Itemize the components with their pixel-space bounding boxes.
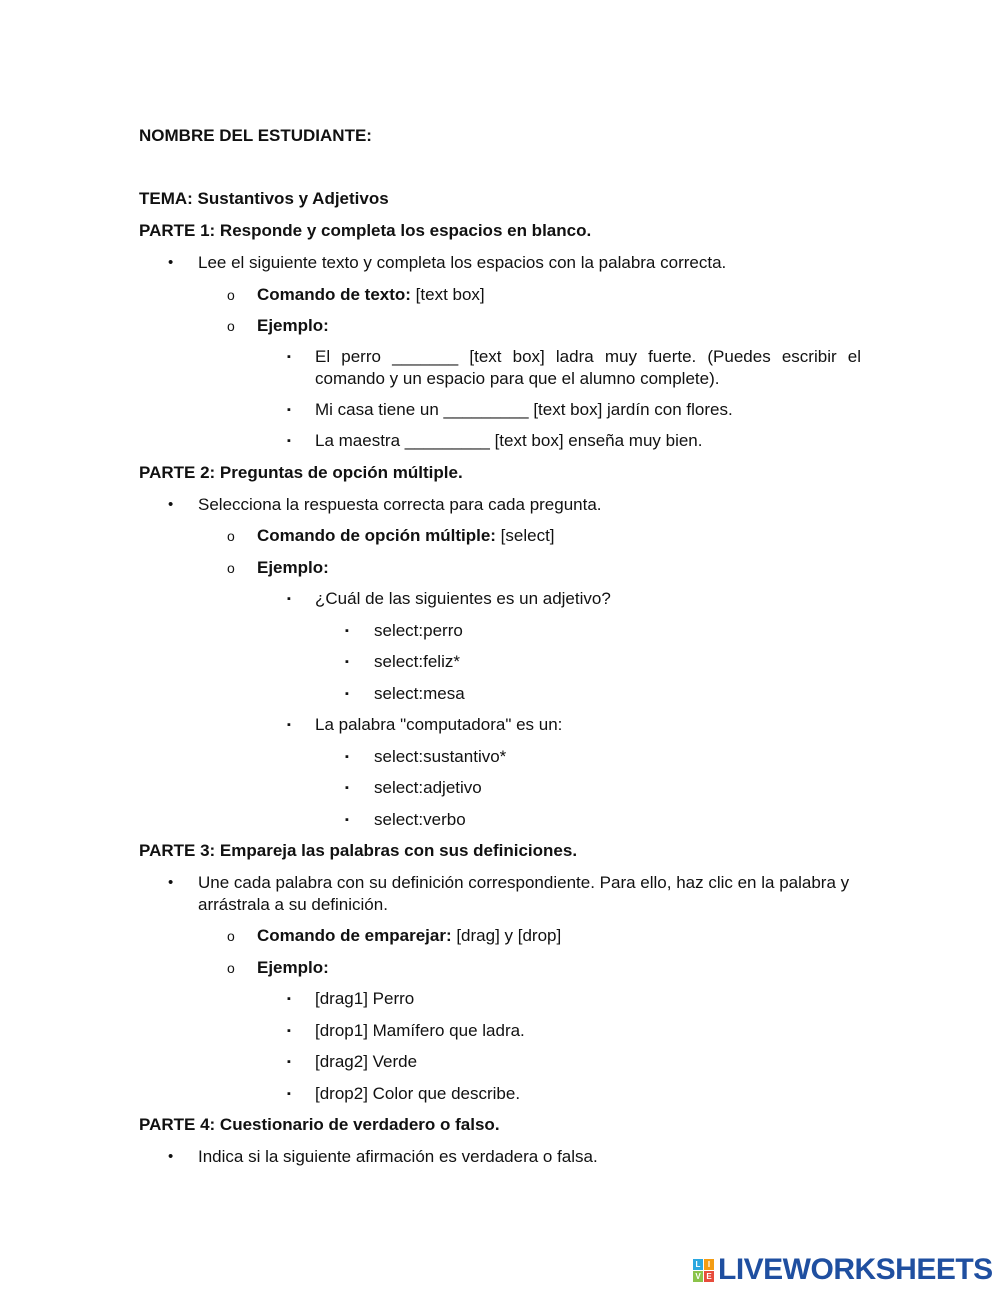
part1-example-label: Ejemplo:: [257, 316, 329, 335]
square-marker: ▪: [287, 993, 291, 1005]
bullet-marker: •: [168, 1148, 174, 1165]
square-marker: ▪: [287, 1025, 291, 1037]
logo-tile: E: [704, 1271, 714, 1282]
part1-command-label: Comando de texto:: [257, 285, 411, 304]
part3-example-2: [drop1] Mamífero que ladra.: [315, 1021, 525, 1040]
part3-command-value: [drag] y [drop]: [451, 926, 562, 945]
part2-q2-option-3: select:verbo: [374, 810, 466, 829]
part3-instruction: Une cada palabra con su definición correspondiente. Para ello, haz clic en la palabra y arrástrala a su definición.: [198, 873, 850, 914]
student-name-label: NOMBRE DEL ESTUDIANTE:: [139, 126, 372, 145]
part2-q2-option-2: select:adjetivo: [374, 778, 482, 797]
square-marker: ▪: [287, 404, 291, 416]
part1-command-value: [text box]: [410, 285, 485, 304]
square-marker: ▪: [345, 688, 349, 700]
square-marker: ▪: [345, 625, 349, 637]
logo-tiles-icon: [693, 1259, 714, 1282]
logo-text: LIVEWORKSHEETS: [718, 1253, 993, 1286]
part2-q1-option-3: select:mesa: [374, 684, 465, 703]
part1-example-3: La maestra _________ [text box] enseña muy bien.: [315, 431, 703, 450]
part3-example-3: [drag2] Verde: [315, 1052, 418, 1071]
square-marker: ▪: [287, 351, 291, 363]
circle-marker: o: [227, 528, 235, 544]
liveworksheets-logo[interactable]: [693, 1254, 993, 1286]
circle-marker: o: [227, 560, 235, 576]
part2-q2-option-1: select:sustantivo*: [374, 747, 507, 766]
part2-q1-option-2: select:feliz*: [374, 652, 460, 671]
part3-command: [257, 926, 561, 946]
part2-command-value: [select]: [495, 526, 555, 545]
part2-heading: PARTE 2: Preguntas de opción múltiple.: [139, 463, 463, 482]
logo-tile: L: [693, 1259, 703, 1270]
part1-example-2: Mi casa tiene un _________ [text box] jardín con flores.: [315, 400, 733, 419]
part2-q1-option-1: select:perro: [374, 621, 463, 640]
part2-example-label: Ejemplo:: [257, 558, 329, 577]
part2-question-1: ¿Cuál de las siguientes es un adjetivo?: [315, 589, 611, 608]
square-marker: ▪: [345, 814, 349, 826]
part2-instruction: Selecciona la respuesta correcta para cada pregunta.: [198, 495, 602, 514]
part3-heading: PARTE 3: Empareja las palabras con sus definiciones.: [139, 841, 578, 860]
circle-marker: o: [227, 318, 235, 334]
topic-title: TEMA: Sustantivos y Adjetivos: [139, 189, 389, 208]
part2-command: [257, 526, 555, 546]
part1-instruction: Lee el siguiente texto y completa los espacios con la palabra correcta.: [198, 253, 727, 272]
square-marker: ▪: [287, 593, 291, 605]
part4-heading: PARTE 4: Cuestionario de verdadero o falso.: [139, 1115, 500, 1134]
part1-heading: PARTE 1: Responde y completa los espacios en blanco.: [139, 221, 592, 240]
part1-command: [257, 285, 485, 305]
part3-example-4: [drop2] Color que describe.: [315, 1084, 521, 1103]
bullet-marker: •: [168, 874, 174, 891]
part1-example-1: El perro _______ [text box] ladra muy fuerte. (Puedes escribir el comando y un espacio para que el alumno complete).: [315, 347, 861, 388]
square-marker: ▪: [345, 782, 349, 794]
part2-question-2: La palabra "computadora" es un:: [315, 715, 563, 734]
square-marker: ▪: [287, 435, 291, 447]
part3-example-label: Ejemplo:: [257, 958, 329, 977]
part4-instruction: Indica si la siguiente afirmación es verdadera o falsa.: [198, 1147, 598, 1166]
circle-marker: o: [227, 287, 235, 303]
square-marker: ▪: [287, 719, 291, 731]
bullet-marker: •: [168, 254, 174, 271]
part3-command-label: Comando de emparejar:: [257, 926, 452, 945]
square-marker: ▪: [345, 751, 349, 763]
bullet-marker: •: [168, 496, 174, 513]
part3-example-1: [drag1] Perro: [315, 989, 415, 1008]
square-marker: ▪: [287, 1056, 291, 1068]
part2-command-label: Comando de opción múltiple:: [257, 526, 496, 545]
logo-tile: I: [704, 1259, 714, 1270]
square-marker: ▪: [287, 1088, 291, 1100]
logo-tile: V: [693, 1271, 703, 1282]
circle-marker: o: [227, 960, 235, 976]
circle-marker: o: [227, 928, 235, 944]
square-marker: ▪: [345, 656, 349, 668]
